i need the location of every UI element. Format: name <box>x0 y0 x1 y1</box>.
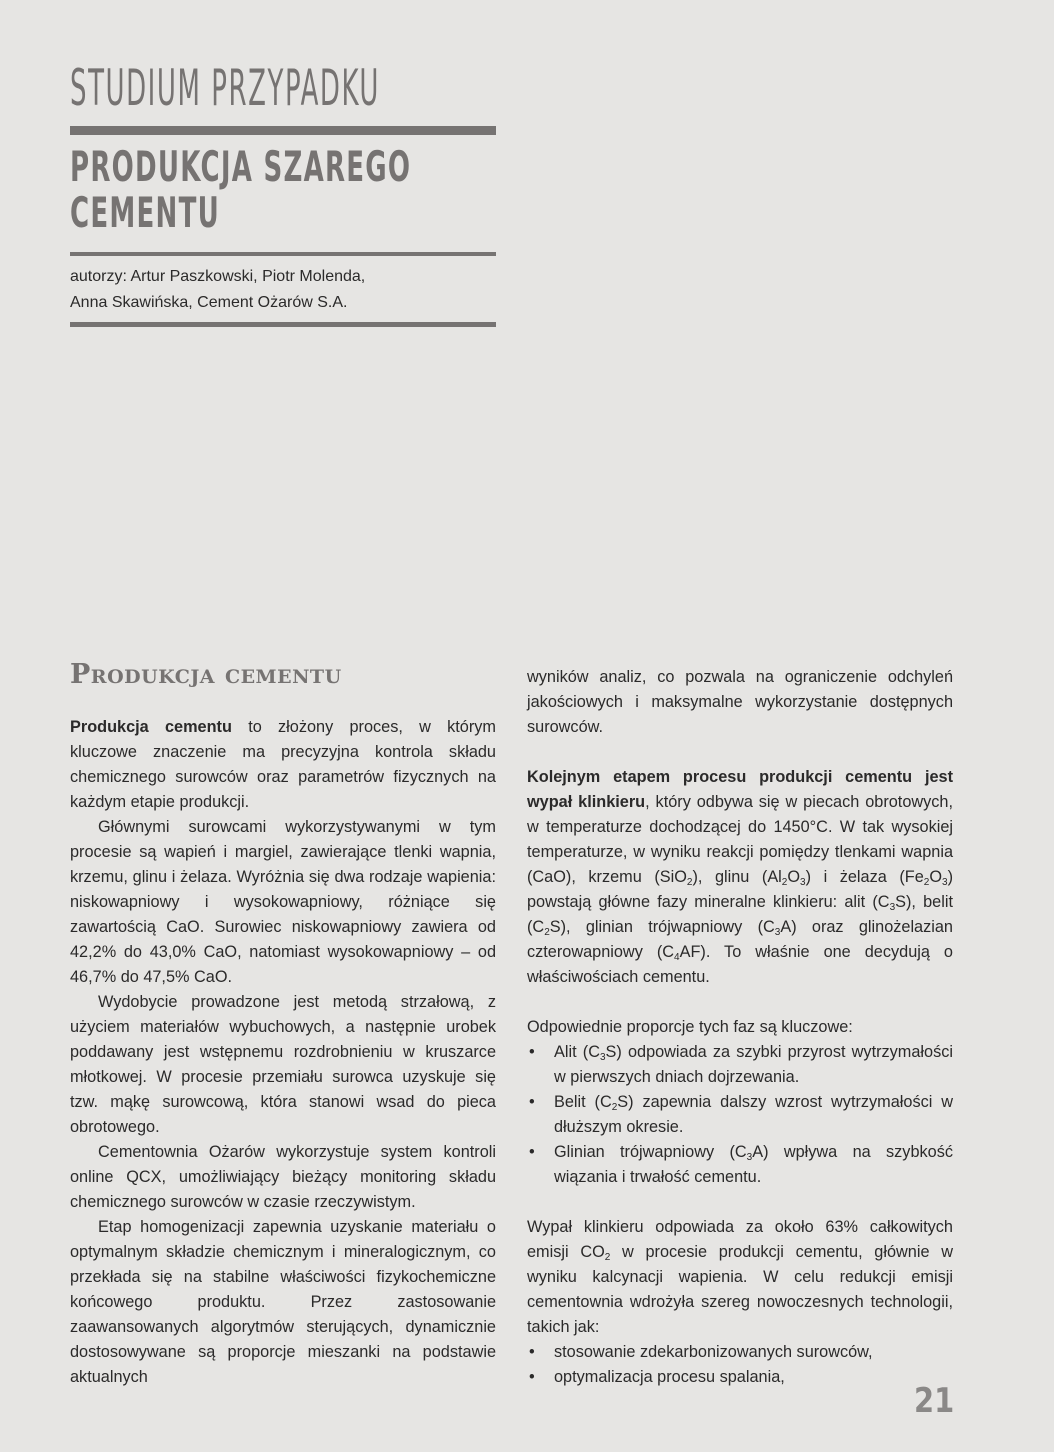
right-column <box>527 665 953 1390</box>
subscript: 2 <box>686 877 693 888</box>
list-item <box>527 1040 953 1090</box>
intro-bold-term: Produkcja cementu <box>70 718 232 736</box>
subscript: 2 <box>781 877 788 888</box>
subscript: 2 <box>923 877 930 888</box>
rule-bottom <box>70 322 496 327</box>
paragraph-intro <box>70 715 496 815</box>
text-run: , który odbywa się w piecach obrotowych, w temperaturze dochodzącej do 1450°C. W tak wysokiej temperaturze, w wyniku reakcji pomiędzy tlenkami wapnia (CaO), krzemu (SiO <box>527 793 953 886</box>
text-run: optymalizacja procesu spalania, <box>554 1368 785 1386</box>
paragraph-raw-materials: Głównymi surowcami wykorzystywanymi w tym procesie są wapień i margiel, zawierające tlenki wapnia, krzemu, glinu i żelaza. Wyróżnia się dwa rodzaje wapienia: niskowapniowy i wysokowapniowy, różniące się zawartością CaO. Surowiec niskowapniowy zawiera od 42,2% do 43,0% CaO, natomiast wysokowapniowy – od 46,7% do 47,5% CaO. <box>70 818 496 986</box>
bullet-icon: • <box>529 1368 535 1386</box>
page-number: 21 <box>914 1381 955 1421</box>
paragraph-homogenization: Etap homogenizacji zapewnia uzyskanie materiału o optymalnym składzie chemicznym i mineralogicznym, co przekłada się na stabilne właściwości fizykochemiczne końcowego produktu. Przez zastosowanie zaawansowanych algorytmów sterujących, dynamicznie dostosowywane są proporcje mieszanki na podstawie aktualnych <box>70 1218 496 1386</box>
text-run: O <box>929 868 942 886</box>
subscript: 4 <box>674 952 680 963</box>
article-title-line2: CEMENTU <box>70 188 220 237</box>
text-run: Belit (C <box>554 1093 612 1111</box>
subscript: 3 <box>942 877 948 888</box>
paragraph-phases-intro: Odpowiednie proporcje tych faz są kluczowe: <box>527 1018 853 1036</box>
text-run: ) i żelaza (Fe <box>805 868 924 886</box>
intro-text: to złożony proces, w którym kluczowe znaczenie ma precyzyjna kontrola składu chemicznego surowców oraz parametrów fizycznych na każdym etapie produkcji. <box>70 718 496 811</box>
list-item <box>527 1140 953 1190</box>
text-run: O <box>787 868 801 886</box>
subscript: 3 <box>774 927 781 938</box>
text-run: AF). To właśnie one decydują o właściwościach cementu. <box>527 943 953 986</box>
bullet-icon: • <box>529 1043 535 1061</box>
text-run: ) powstają główne fazy mineralne klinkieru: alit (C <box>527 868 953 911</box>
left-column <box>70 715 496 1390</box>
clinker-bold-lead: Kolejnym etapem procesu produkcji cementu jest wypał klinkieru <box>527 768 953 811</box>
text-run: ), glinu (Al <box>692 868 782 886</box>
text-run: stosowanie zdekarbonizowanych surowców, <box>554 1343 873 1361</box>
text-run: Alit (C <box>554 1043 600 1061</box>
paragraph-emissions <box>527 1215 953 1340</box>
text-run: S), belit (C <box>527 893 953 936</box>
rule-top <box>70 126 496 135</box>
kicker-heading: STUDIUM PRZYPADKU <box>70 59 381 117</box>
list-item <box>527 1340 953 1365</box>
text-run: Wypał klinkieru odpowiada za około 63% całkowitych emisji CO <box>527 1218 953 1261</box>
rule-middle <box>70 252 496 256</box>
phase-list <box>527 1040 953 1190</box>
paragraph-analysis-continued: wyników analiz, co pozwala na ograniczenie odchyleń jakościowych i maksymalne wykorzystanie dostępnych surowców. <box>527 668 953 736</box>
text-run: A) wpływa na szybkość wiązania i trwałość cementu. <box>554 1143 953 1186</box>
paragraph-qcx: Cementownia Ożarów wykorzystuje system kontroli online QCX, umożliwiający bieżący monitoring składu chemicznego surowców w czasie rzeczywistym. <box>70 1143 496 1211</box>
text-run: w procesie produkcji cementu, głównie w wyniku kalcynacji wapienia. W celu redukcji emisji cementownia wdrożyła szereg nowoczesnych technologii, takich jak: <box>527 1243 953 1336</box>
text-run: S) odpowiada za szybki przyrost wytrzymałości w pierwszych dniach dojrzewania. <box>554 1043 953 1086</box>
authors <box>70 264 500 316</box>
subscript: 3 <box>746 1152 753 1163</box>
paragraph-clinker-burning <box>527 765 953 990</box>
section-heading: Produkcja cementu <box>70 659 342 690</box>
subscript: 2 <box>611 1102 618 1113</box>
subscript: 3 <box>800 877 806 888</box>
subscript: 3 <box>599 1052 606 1063</box>
text-run: S), glinian trójwapniowy (C <box>549 918 775 936</box>
list-item <box>527 1090 953 1140</box>
authors-line2: Anna Skawińska, Cement Ożarów S.A. <box>70 294 348 311</box>
bullet-icon: • <box>529 1143 535 1161</box>
text-run: Glinian trójwapniowy (C <box>554 1143 747 1161</box>
bullet-icon: • <box>529 1093 535 1111</box>
article-title <box>70 144 411 236</box>
text-run: A) oraz glinożelazian czterowapniowy (C <box>527 918 953 961</box>
paragraph-extraction: Wydobycie prowadzone jest metodą strzałową, z użyciem materiałów wybuchowych, a następnie urobek poddawany jest wstępnemu rozdrobnieniu w kruszarce młotkowej. W procesie przemiału surowca uzyskuje się tzw. mąkę surowcową, która stanowi wsad do pieca obrotowego. <box>70 993 496 1136</box>
bullet-icon: • <box>529 1343 535 1361</box>
technology-list <box>527 1340 953 1390</box>
subscript: 3 <box>889 902 896 913</box>
subscript: 2 <box>544 927 550 938</box>
text-run: S) zapewnia dalszy wzrost wytrzymałości w dłuższym okresie. <box>554 1093 953 1136</box>
subscript: 2 <box>604 1252 611 1263</box>
list-item <box>527 1365 953 1390</box>
authors-line1: autorzy: Artur Paszkowski, Piotr Molenda, <box>70 268 366 285</box>
article-title-line1: PRODUKCJA SZAREGO <box>70 142 412 191</box>
